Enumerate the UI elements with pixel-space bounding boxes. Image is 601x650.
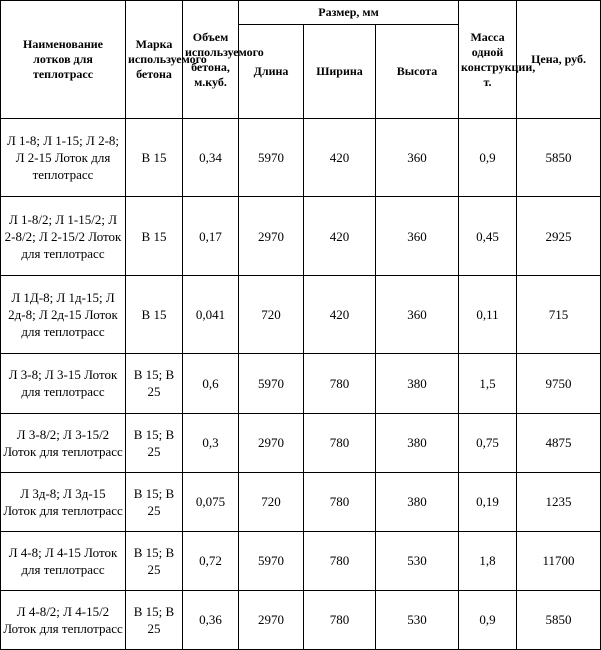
- table-row: [1, 197, 601, 275]
- cell-mass: 0,9: [459, 590, 517, 649]
- cell-grade: В 15; В 25: [126, 413, 183, 472]
- table-header: [1, 1, 601, 119]
- cell-volume: 0,17: [183, 197, 239, 275]
- cell-mass: 0,45: [459, 197, 517, 275]
- cell-width: 780: [304, 413, 376, 472]
- cell-length: 5970: [239, 119, 304, 197]
- header-concrete-grade: Марка используемого бетона: [126, 1, 183, 119]
- cell-width: 780: [304, 354, 376, 413]
- header-concrete-volume: Объем используемого бетона, м.куб.: [183, 1, 239, 119]
- header-name: Наименование лотков для теплотрасс: [1, 1, 126, 119]
- cell-mass: 1,8: [459, 531, 517, 590]
- cell-grade: В 15: [126, 275, 183, 353]
- cell-width: 420: [304, 275, 376, 353]
- cell-length: 2970: [239, 197, 304, 275]
- table-row: [1, 354, 601, 413]
- cell-width: 780: [304, 472, 376, 531]
- table-row: [1, 413, 601, 472]
- cell-price: 2925: [517, 197, 601, 275]
- cell-grade: В 15; В 25: [126, 531, 183, 590]
- cell-length: 2970: [239, 413, 304, 472]
- cell-mass: 0,9: [459, 119, 517, 197]
- cell-name: Л 4-8; Л 4-15 Лоток для теплотрасс: [1, 531, 126, 590]
- cell-height: 360: [376, 119, 459, 197]
- cell-price: 5850: [517, 119, 601, 197]
- cell-width: 420: [304, 197, 376, 275]
- cell-volume: 0,72: [183, 531, 239, 590]
- cell-name: Л 1-8; Л 1-15; Л 2-8; Л 2-15 Лоток для теплотрасс: [1, 119, 126, 197]
- cell-volume: 0,3: [183, 413, 239, 472]
- cell-name: Л 1Д-8; Л 1д-15; Л 2д-8; Л 2д-15 Лоток для теплотрасс: [1, 275, 126, 353]
- cell-volume: 0,075: [183, 472, 239, 531]
- cell-grade: В 15; В 25: [126, 590, 183, 649]
- cell-grade: В 15: [126, 119, 183, 197]
- cell-price: 1235: [517, 472, 601, 531]
- cell-length: 5970: [239, 354, 304, 413]
- cell-length: 5970: [239, 531, 304, 590]
- cell-height: 360: [376, 275, 459, 353]
- cell-price: 4875: [517, 413, 601, 472]
- header-length: Длина: [239, 25, 304, 119]
- cell-price: 715: [517, 275, 601, 353]
- cell-width: 780: [304, 590, 376, 649]
- cell-price: 11700: [517, 531, 601, 590]
- cell-name: Л 3-8; Л 3-15 Лоток для теплотрасс: [1, 354, 126, 413]
- cell-price: 5850: [517, 590, 601, 649]
- cell-height: 530: [376, 590, 459, 649]
- table-row: [1, 275, 601, 353]
- table-row: [1, 472, 601, 531]
- cell-name: Л 3д-8; Л 3д-15 Лоток для теплотрасс: [1, 472, 126, 531]
- cell-width: 420: [304, 119, 376, 197]
- header-price: Цена, руб.: [517, 1, 601, 119]
- cell-volume: 0,6: [183, 354, 239, 413]
- cell-volume: 0,34: [183, 119, 239, 197]
- cell-height: 380: [376, 472, 459, 531]
- cell-volume: 0,041: [183, 275, 239, 353]
- table-row: [1, 590, 601, 649]
- cell-name: Л 4-8/2; Л 4-15/2 Лоток для теплотрасс: [1, 590, 126, 649]
- table-body: [1, 119, 601, 650]
- cell-volume: 0,36: [183, 590, 239, 649]
- cell-height: 380: [376, 413, 459, 472]
- cell-width: 780: [304, 531, 376, 590]
- table-row: [1, 531, 601, 590]
- header-size-group: Размер, мм: [239, 1, 459, 25]
- cell-length: 720: [239, 472, 304, 531]
- cell-height: 360: [376, 197, 459, 275]
- cell-grade: В 15; В 25: [126, 472, 183, 531]
- cell-price: 9750: [517, 354, 601, 413]
- cell-mass: 0,75: [459, 413, 517, 472]
- header-width: Ширина: [304, 25, 376, 119]
- cell-mass: 0,19: [459, 472, 517, 531]
- cell-name: Л 3-8/2; Л 3-15/2 Лоток для теплотрасс: [1, 413, 126, 472]
- header-height: Высота: [376, 25, 459, 119]
- cell-grade: В 15; В 25: [126, 354, 183, 413]
- cell-length: 2970: [239, 590, 304, 649]
- cell-name: Л 1-8/2; Л 1-15/2; Л 2-8/2; Л 2-15/2 Лоток для теплотрасс: [1, 197, 126, 275]
- cell-height: 530: [376, 531, 459, 590]
- cell-grade: В 15: [126, 197, 183, 275]
- cell-mass: 1,5: [459, 354, 517, 413]
- header-mass: Масса одной конструкции, т.: [459, 1, 517, 119]
- cell-length: 720: [239, 275, 304, 353]
- cell-height: 380: [376, 354, 459, 413]
- cell-mass: 0,11: [459, 275, 517, 353]
- table-row: [1, 119, 601, 197]
